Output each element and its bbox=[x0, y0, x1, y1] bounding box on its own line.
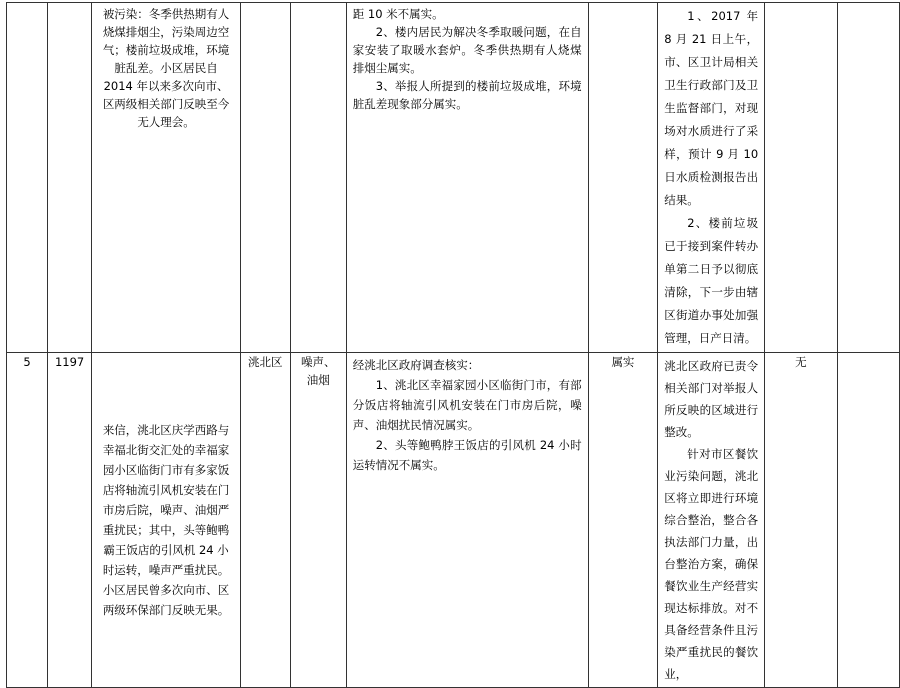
id-cell: 1197 bbox=[48, 353, 92, 688]
handling-line: 2、楼前垃圾已于接到案件转办单第二日予以彻底清除，下一步由辖区街道办事处加强管理，日产日清。 bbox=[664, 216, 759, 345]
category-cell bbox=[290, 353, 346, 688]
handling-line: 针对市区餐饮业污染问题，洮北区将立即进行环境综合整治，整合各执法部门力量，出台整治方案，确保餐饮业生产经营实现达标排放。对不具备经营条件且污染严重扰民的餐饮业， bbox=[664, 447, 759, 681]
handling-line: 洮北区政府已责令相关部门对举报人所反映的区域进行整改。 bbox=[664, 359, 759, 439]
handling-line: 1、2017 年 8 月 21 日上午，市、区卫计局相关卫生行政部门及卫生监督部门，对现场对水质进行了采样，预计 9 月 10 日水质检测报告出结果。 bbox=[664, 9, 759, 207]
investigation-line: 2、头等鲍鸭脖王饭店的引风机 24 小时运转情况不属实。 bbox=[352, 438, 582, 472]
complaint-text: 来信，洮北区庆学西路与幸福北街交汇处的幸福家园小区临街门市有多家饭店将轴流引风机安装在门市房后院，噪声、油烟严重扰民；其中，头等鲍鸭霸王饭店的引风机 24 小时运转，噪声严重扰民。小区居民曾多次向市、区两级环保部门反映无果。 bbox=[102, 423, 230, 617]
handling-cell bbox=[658, 353, 765, 688]
verdict-cell bbox=[588, 3, 658, 353]
complaint-cell bbox=[92, 353, 241, 688]
table-row bbox=[7, 3, 900, 353]
complaint-cell bbox=[92, 3, 241, 353]
id-cell bbox=[48, 3, 92, 353]
investigation-line: 3、举报人所提到的楼前垃圾成堆，环境脏乱差现象部分属实。 bbox=[352, 79, 582, 111]
accountability-cell: 无 bbox=[765, 353, 837, 688]
investigation-line: 距 10 米不属实。 bbox=[352, 7, 444, 21]
complaint-table bbox=[6, 2, 900, 688]
seq-cell: 5 bbox=[7, 353, 48, 688]
category-text: 噪声、油烟 bbox=[300, 355, 336, 387]
verdict-cell: 属实 bbox=[588, 353, 658, 688]
investigation-cell bbox=[346, 3, 588, 353]
district-cell bbox=[240, 3, 290, 353]
complaint-text: 被污染：冬季供热期有人烧煤排烟尘，污染周边空气；楼前垃圾成堆，环境脏乱差。小区居民自 2014 年以来多次向市、区两级相关部门反映至今无人理会。 bbox=[102, 7, 230, 129]
seq-cell bbox=[7, 3, 48, 353]
investigation-cell bbox=[346, 353, 588, 688]
investigation-line: 2、楼内居民为解决冬季取暖问题，在自家安装了取暖水套炉。冬季供热期有人烧煤排烟尘属实。 bbox=[352, 25, 582, 75]
handling-cell bbox=[658, 3, 765, 353]
category-cell bbox=[290, 3, 346, 353]
remark-cell bbox=[837, 3, 899, 353]
remark-cell bbox=[837, 353, 899, 688]
table-row bbox=[7, 353, 900, 688]
investigation-line: 1、洮北区幸福家园小区临街门市，有部分饭店将轴流引风机安装在门市房后院，噪声、油烟扰民情况属实。 bbox=[352, 378, 582, 432]
investigation-line: 经洮北区政府调查核实： bbox=[352, 358, 480, 372]
district-cell: 洮北区 bbox=[240, 353, 290, 688]
accountability-cell bbox=[765, 3, 837, 353]
